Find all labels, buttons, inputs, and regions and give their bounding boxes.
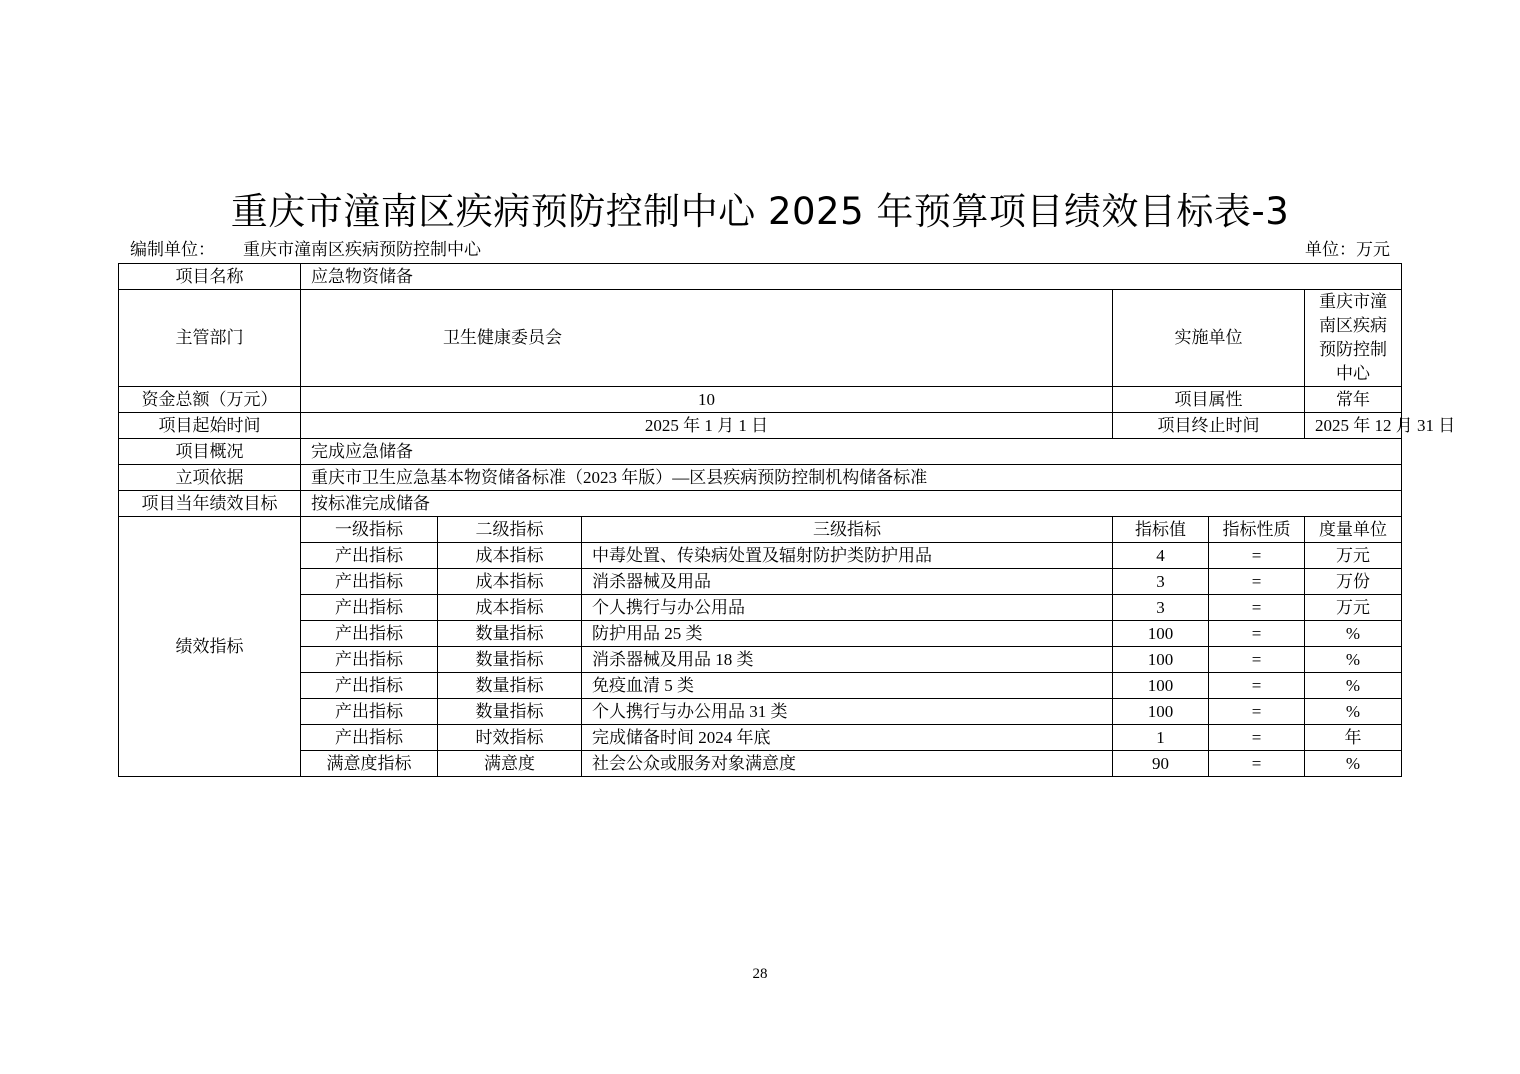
indicator-value: 3 xyxy=(1113,569,1209,595)
indicator-nature: = xyxy=(1209,725,1305,751)
indicator-level2: 成本指标 xyxy=(438,543,582,569)
annual-goal-label: 项目当年绩效目标 xyxy=(119,491,301,517)
indicator-value: 90 xyxy=(1113,751,1209,777)
department-value-text: 卫生健康委员会 xyxy=(443,328,562,347)
project-attribute-label: 项目属性 xyxy=(1113,387,1305,413)
indicator-level1: 产出指标 xyxy=(301,621,438,647)
page-title: 重庆市潼南区疾病预防控制中心 2025 年预算项目绩效目标表-3 xyxy=(230,190,1290,233)
indicator-unit: % xyxy=(1305,621,1402,647)
indicator-nature: = xyxy=(1209,621,1305,647)
indicator-level3: 个人携行与办公用品 31 类 xyxy=(582,699,1113,725)
start-date-value: 2025 年 1 月 1 日 xyxy=(301,413,1113,439)
fund-label: 资金总额（万元） xyxy=(119,387,301,413)
indicator-level1: 产出指标 xyxy=(301,647,438,673)
indicator-nature: = xyxy=(1209,699,1305,725)
indicators-section-label: 绩效指标 xyxy=(119,517,301,777)
indicator-level2: 满意度 xyxy=(438,751,582,777)
annual-goal-value: 按标准完成储备 xyxy=(301,491,1402,517)
overview-value: 完成应急储备 xyxy=(301,439,1402,465)
indicator-level2: 时效指标 xyxy=(438,725,582,751)
indicator-nature: = xyxy=(1209,751,1305,777)
department-label: 主管部门 xyxy=(119,290,301,387)
indicator-row xyxy=(119,699,1402,725)
indicator-unit: % xyxy=(1305,673,1402,699)
indicator-row xyxy=(119,673,1402,699)
end-date-label: 项目终止时间 xyxy=(1113,413,1305,439)
indicator-level3: 消杀器械及用品 xyxy=(582,569,1113,595)
indicator-level3: 社会公众或服务对象满意度 xyxy=(582,751,1113,777)
end-date-value: 2025 年 12 月 31 日 xyxy=(1305,413,1402,439)
project-attribute-value: 常年 xyxy=(1305,387,1402,413)
row-project-name xyxy=(119,264,1402,290)
project-name-value: 应急物资储备 xyxy=(301,264,1402,290)
indicator-level2: 数量指标 xyxy=(438,647,582,673)
indicator-level1: 满意度指标 xyxy=(301,751,438,777)
indicator-nature: = xyxy=(1209,543,1305,569)
indicator-value: 1 xyxy=(1113,725,1209,751)
row-fund xyxy=(119,387,1402,413)
department-value xyxy=(301,290,1113,387)
indicator-nature: = xyxy=(1209,569,1305,595)
row-dates xyxy=(119,413,1402,439)
indicator-header-row xyxy=(119,517,1402,543)
indicator-value: 100 xyxy=(1113,699,1209,725)
indicator-value: 3 xyxy=(1113,595,1209,621)
indicator-level1: 产出指标 xyxy=(301,595,438,621)
indicator-level3: 完成储备时间 2024 年底 xyxy=(582,725,1113,751)
implementing-unit-label: 实施单位 xyxy=(1113,290,1305,387)
row-annual-goal xyxy=(119,491,1402,517)
indicator-unit: 年 xyxy=(1305,725,1402,751)
indicator-level2: 数量指标 xyxy=(438,699,582,725)
indicator-level1: 产出指标 xyxy=(301,725,438,751)
indicator-value: 100 xyxy=(1113,621,1209,647)
indicator-row xyxy=(119,543,1402,569)
start-date-label: 项目起始时间 xyxy=(119,413,301,439)
indicator-level2: 数量指标 xyxy=(438,621,582,647)
compiling-unit-label: 编制单位： xyxy=(130,240,215,259)
indicator-nature: = xyxy=(1209,647,1305,673)
indicator-unit: % xyxy=(1305,751,1402,777)
basis-value: 重庆市卫生应急基本物资储备标准（2023 年版）—区县疾病预防控制机构储备标准 xyxy=(301,465,1402,491)
indicator-unit: 万元 xyxy=(1305,543,1402,569)
indicator-level1: 产出指标 xyxy=(301,673,438,699)
basis-label: 立项依据 xyxy=(119,465,301,491)
indicator-row xyxy=(119,647,1402,673)
project-name-label: 项目名称 xyxy=(119,264,301,290)
indicator-row xyxy=(119,751,1402,777)
header-level1: 一级指标 xyxy=(301,517,438,543)
indicator-level3: 中毒处置、传染病处置及辐射防护类防护用品 xyxy=(582,543,1113,569)
header-target-value: 指标值 xyxy=(1113,517,1209,543)
implementing-unit-value: 重庆市潼南区疾病预防控制中心 xyxy=(1305,290,1402,387)
indicator-level1: 产出指标 xyxy=(301,569,438,595)
row-overview xyxy=(119,439,1402,465)
header-nature: 指标性质 xyxy=(1209,517,1305,543)
compiling-unit-value: 重庆市潼南区疾病预防控制中心 xyxy=(243,240,481,259)
indicator-row xyxy=(119,621,1402,647)
indicator-value: 100 xyxy=(1113,647,1209,673)
indicator-level1: 产出指标 xyxy=(301,543,438,569)
indicator-value: 4 xyxy=(1113,543,1209,569)
indicator-level2: 成本指标 xyxy=(438,569,582,595)
indicator-level3: 消杀器械及用品 18 类 xyxy=(582,647,1113,673)
currency-unit: 单位：万元 xyxy=(1305,240,1390,259)
indicator-row xyxy=(119,725,1402,751)
indicator-nature: = xyxy=(1209,673,1305,699)
compiling-unit xyxy=(130,238,481,262)
indicator-unit: 万份 xyxy=(1305,569,1402,595)
indicator-unit: 万元 xyxy=(1305,595,1402,621)
fund-value: 10 xyxy=(301,387,1113,413)
indicator-level3: 个人携行与办公用品 xyxy=(582,595,1113,621)
row-basis xyxy=(119,465,1402,491)
indicator-level1: 产出指标 xyxy=(301,699,438,725)
header-level2: 二级指标 xyxy=(438,517,582,543)
indicator-level3: 免疫血清 5 类 xyxy=(582,673,1113,699)
indicator-level3: 防护用品 25 类 xyxy=(582,621,1113,647)
indicator-level2: 数量指标 xyxy=(438,673,582,699)
row-department xyxy=(119,290,1402,387)
header-level3: 三级指标 xyxy=(582,517,1113,543)
indicator-row xyxy=(119,595,1402,621)
indicator-value: 100 xyxy=(1113,673,1209,699)
header-measure-unit: 度量单位 xyxy=(1305,517,1402,543)
indicator-level2: 成本指标 xyxy=(438,595,582,621)
indicator-unit: % xyxy=(1305,647,1402,673)
indicator-row xyxy=(119,569,1402,595)
indicator-nature: = xyxy=(1209,595,1305,621)
page-number: 28 xyxy=(752,966,768,982)
performance-target-table xyxy=(118,263,1456,777)
indicator-unit: % xyxy=(1305,699,1402,725)
overview-label: 项目概况 xyxy=(119,439,301,465)
